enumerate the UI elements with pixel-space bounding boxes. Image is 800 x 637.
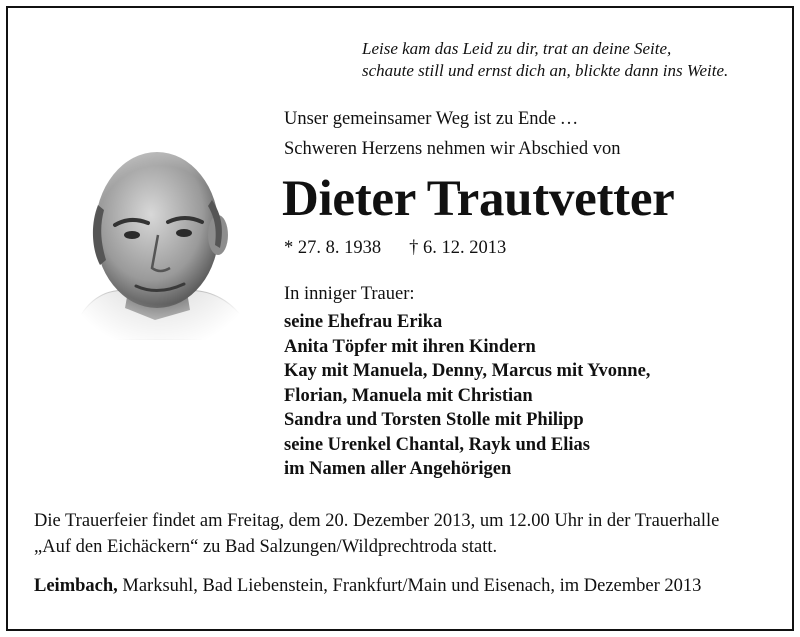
portrait-photo xyxy=(60,130,260,340)
motto-line: schaute still und ernst dich an, blickte dann ins Weite. xyxy=(362,61,729,80)
birth-date: * 27. 8. 1938 xyxy=(284,238,382,258)
death-date: † 6. 12. 2013 xyxy=(409,238,507,258)
deceased-name: Dieter Trautvetter xyxy=(282,171,675,227)
places-line xyxy=(34,576,701,597)
places-lead: Leimbach, xyxy=(34,576,118,596)
funeral-line: Die Trauerfeier findet am Freitag, dem 20. Dezember 2013, um 12.00 Uhr in der Trauerhalle xyxy=(34,511,720,531)
intro-line: Schweren Herzens nehmen wir Abschied von xyxy=(284,139,621,159)
mourning-label: In inniger Trauer: xyxy=(284,284,415,304)
intro-line: Unser gemeinsamer Weg ist zu Ende … xyxy=(284,109,579,129)
motto-line: Leise kam das Leid zu dir, trat an deine Seite, xyxy=(362,39,672,58)
mourner-item: Kay mit Manuela, Denny, Marcus mit Yvonne, xyxy=(284,361,651,381)
mourner-item: seine Ehefrau Erika xyxy=(284,312,443,332)
life-dates xyxy=(284,238,506,259)
places-rest: Marksuhl, Bad Liebenstein, Frankfurt/Main und Eisenach, im Dezember 2013 xyxy=(117,576,702,596)
funeral-line: „Auf den Eichäckern“ zu Bad Salzungen/Wildprechtroda statt. xyxy=(34,537,498,557)
mourner-item: Anita Töpfer mit ihren Kindern xyxy=(284,336,536,357)
mourner-item: seine Urenkel Chantal, Rayk und Elias xyxy=(284,434,590,455)
mourner-item: Sandra und Torsten Stolle mit Philipp xyxy=(284,410,584,430)
mourners-list xyxy=(284,310,650,482)
funeral-info xyxy=(34,508,719,560)
motto-poem xyxy=(362,38,728,82)
mourner-item: Florian, Manuela mit Christian xyxy=(284,385,533,406)
mourner-item: im Namen aller Angehörigen xyxy=(284,459,512,479)
intro-text xyxy=(284,104,621,164)
